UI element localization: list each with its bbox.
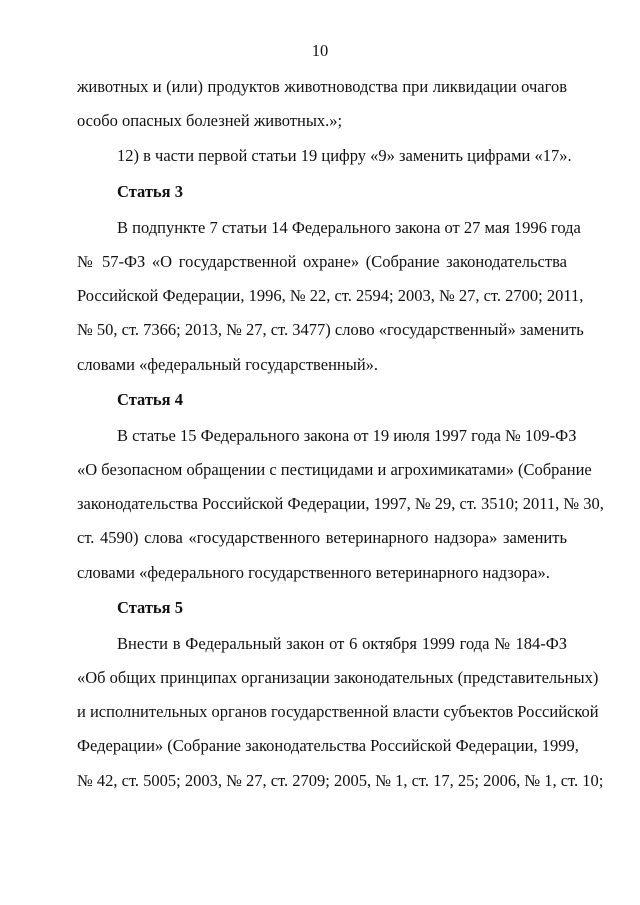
text-line: № 42, ст. 5005; 2003, № 27, ст. 2709; 2005, № 1, ст. 17, 25; 2006, № 1, ст. 10;: [77, 771, 604, 790]
text-line: В подпункте 7 статьи 14 Федерального закона от 27 мая 1996 года: [117, 218, 581, 237]
text-line: словами «федерального государственного ветеринарного надзора».: [77, 563, 550, 582]
text-line: В статье 15 Федерального закона от 19 июля 1997 года № 109-ФЗ: [117, 426, 577, 445]
text-line: «Об общих принципах организации законодательных (представительных): [77, 668, 599, 687]
text-line: № 57-ФЗ «О государственной охране» (Собрание законодательства: [77, 252, 567, 271]
text-line: словами «федеральный государственный».: [77, 355, 379, 374]
text-line: 12) в части первой статьи 19 цифру «9» заменить цифрами «17».: [117, 146, 572, 165]
text-line: и исполнительных органов государственной власти субъектов Российской: [77, 702, 599, 721]
text-line: особо опасных болезней животных.»;: [77, 111, 343, 130]
article-heading: Статья 3: [117, 182, 183, 201]
page-number: 10: [311, 41, 329, 60]
text-line: Внести в Федеральный закон от 6 октября 1999 года № 184-ФЗ: [117, 634, 567, 653]
text-line: Федерации» (Собрание законодательства Российской Федерации, 1999,: [77, 736, 579, 755]
text-line: Российской Федерации, 1996, № 22, ст. 2594; 2003, № 27, ст. 2700; 2011,: [77, 286, 584, 305]
text-line: «О безопасном обращении с пестицидами и агрохимикатами» (Собрание: [77, 460, 592, 479]
text-line: № 50, ст. 7366; 2013, № 27, ст. 3477) слово «государственный» заменить: [77, 320, 584, 339]
text-line: ст. 4590) слова «государственного ветеринарного надзора» заменить: [77, 528, 567, 547]
article-heading: Статья 4: [117, 390, 183, 409]
text-line: законодательства Российской Федерации, 1997, № 29, ст. 3510; 2011, № 30,: [77, 494, 604, 513]
text-line: животных и (или) продуктов животноводства при ликвидации очагов: [77, 77, 567, 96]
article-heading: Статья 5: [117, 598, 183, 617]
